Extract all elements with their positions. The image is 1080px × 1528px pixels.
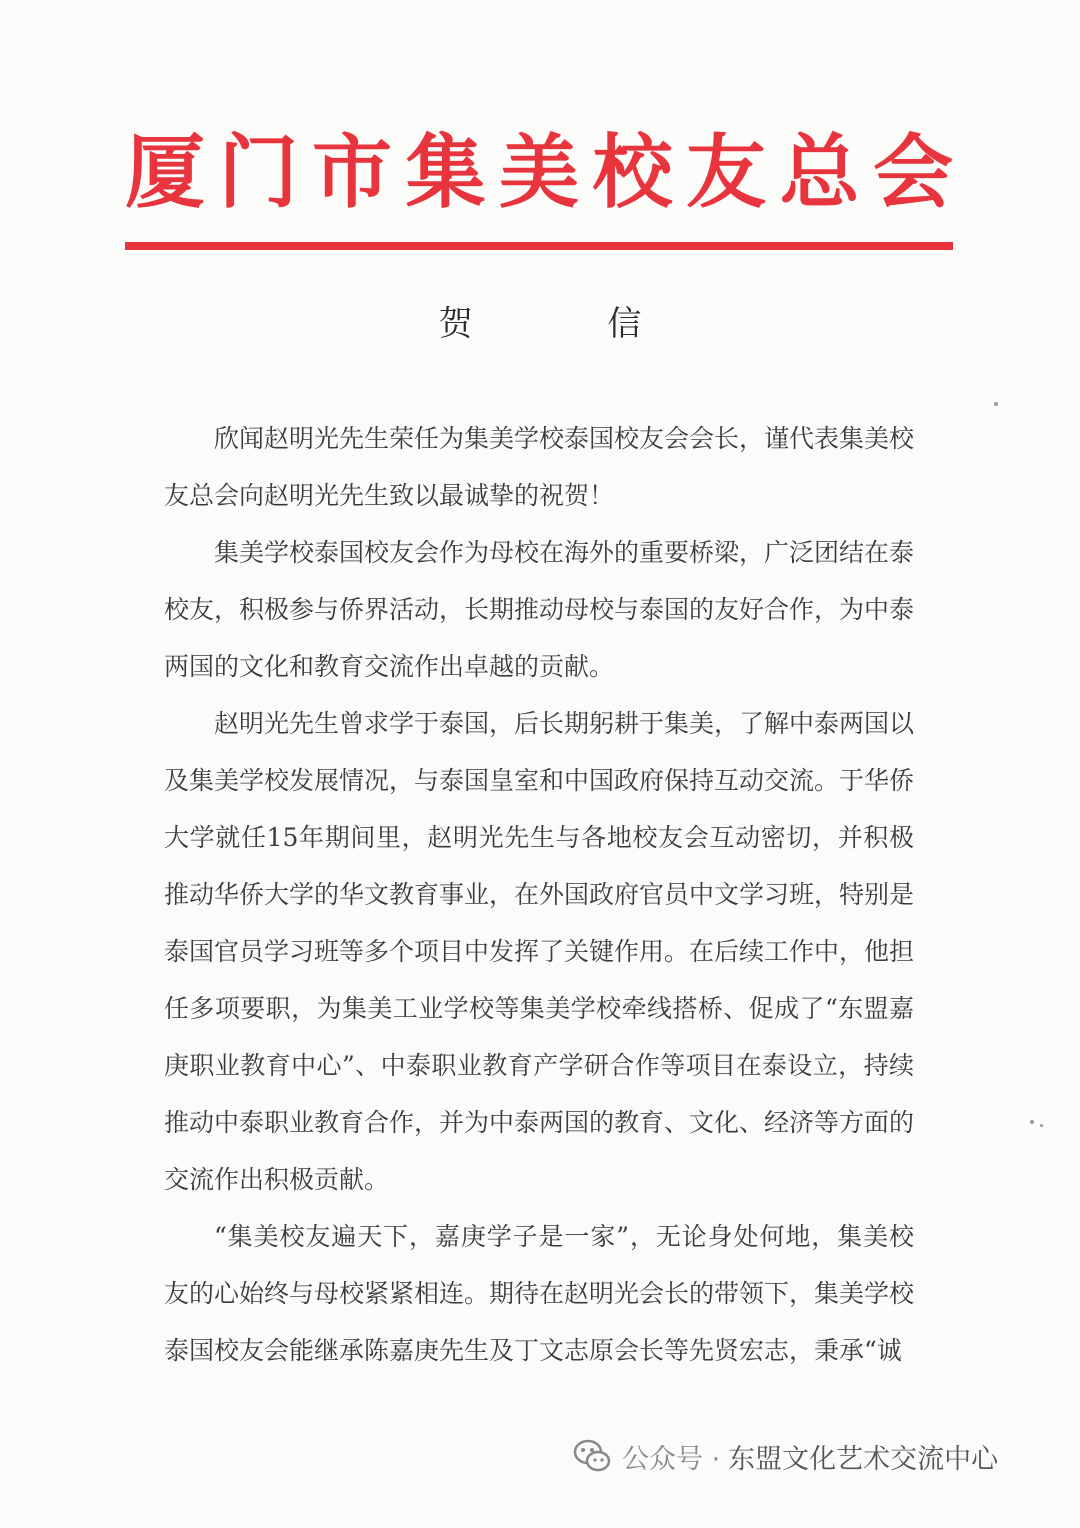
watermark (572, 1434, 998, 1478)
letter-line: 校友，积极参与侨界活动，长期推动母校与泰国的友好合作，为中泰 (164, 595, 915, 624)
letterhead-char: 集 (405, 126, 486, 219)
letterhead-char: 校 (592, 126, 673, 219)
watermark-label: 公众号 · (622, 1443, 721, 1475)
paper-speck (1040, 1124, 1043, 1127)
letter-line: 两国的文化和教育交流作出卓越的贡献。 (164, 652, 615, 681)
letter-body (164, 410, 914, 1379)
letterhead-char: 总 (779, 126, 860, 219)
letter-line: 集美学校泰国校友会作为母校在海外的重要桥梁，广泛团结在泰 (214, 538, 915, 567)
letter-line: 泰国校友会能继承陈嘉庚先生及丁文志原会长等先贤宏志，秉承“诚 (164, 1336, 902, 1365)
letter-line: 庚职业教育中心”、中泰职业教育产学研合作等项目在泰设立，持续 (164, 1051, 914, 1080)
wechat-icon (572, 1436, 612, 1476)
letter-line: 任多项要职，为集美工业学校等集美学校牵线搭桥、促成了“东盟嘉 (164, 994, 914, 1023)
letterhead-char: 门 (218, 126, 299, 219)
letter-line: 及集美学校发展情况，与泰国皇室和中国政府保持互动交流。于华侨 (164, 766, 915, 795)
letter-line: 友的心始终与母校紧紧相连。期待在赵明光会长的带领下，集美学校 (164, 1279, 915, 1308)
letter-line: 欣闻赵明光先生荣任为集美学校泰国校友会会长，谨代表集美校 (214, 424, 915, 453)
letter-line: 赵明光先生曾求学于泰国，后长期躬耕于集美，了解中泰两国以 (214, 709, 915, 738)
letter-line: 推动中泰职业教育合作，并为中泰两国的教育、文化、经济等方面的 (164, 1108, 915, 1137)
letterhead-char: 厦 (125, 126, 205, 219)
letterhead-char: 友 (686, 126, 766, 219)
letter-paragraph (164, 410, 914, 524)
letter-paragraph (164, 695, 914, 1208)
letter-line: 推动华侨大学的华文教育事业，在外国政府官员中文学习班，特别是 (164, 880, 915, 909)
letterhead-title (125, 118, 953, 228)
letter-line: 交流作出积极贡献。 (164, 1165, 390, 1194)
letter-line: 大学就任15年期间里，赵明光先生与各地校友会互动密切，并积极 (164, 823, 914, 852)
letterhead-char: 美 (499, 126, 579, 219)
letter-line: 泰国官员学习班等多个项目中发挥了关键作用。在后续工作中，他担 (164, 937, 915, 966)
letterhead-char: 市 (312, 126, 392, 219)
paper-speck (994, 402, 998, 406)
letterhead-divider (125, 242, 953, 250)
letter-paragraph (164, 1208, 914, 1379)
letter-paragraph (164, 524, 914, 695)
paper-speck (1030, 1120, 1034, 1124)
watermark-account-name: 东盟文化艺术交流中心 (728, 1443, 999, 1475)
letterhead-char: 会 (873, 126, 953, 219)
letter-line: “集美校友遍天下，嘉庚学子是一家”，无论身处何地，集美校 (214, 1222, 914, 1251)
letter-line: 友总会向赵明光先生致以最诚挚的祝贺！ (164, 481, 615, 510)
letter-title: 贺 信 (438, 304, 704, 344)
